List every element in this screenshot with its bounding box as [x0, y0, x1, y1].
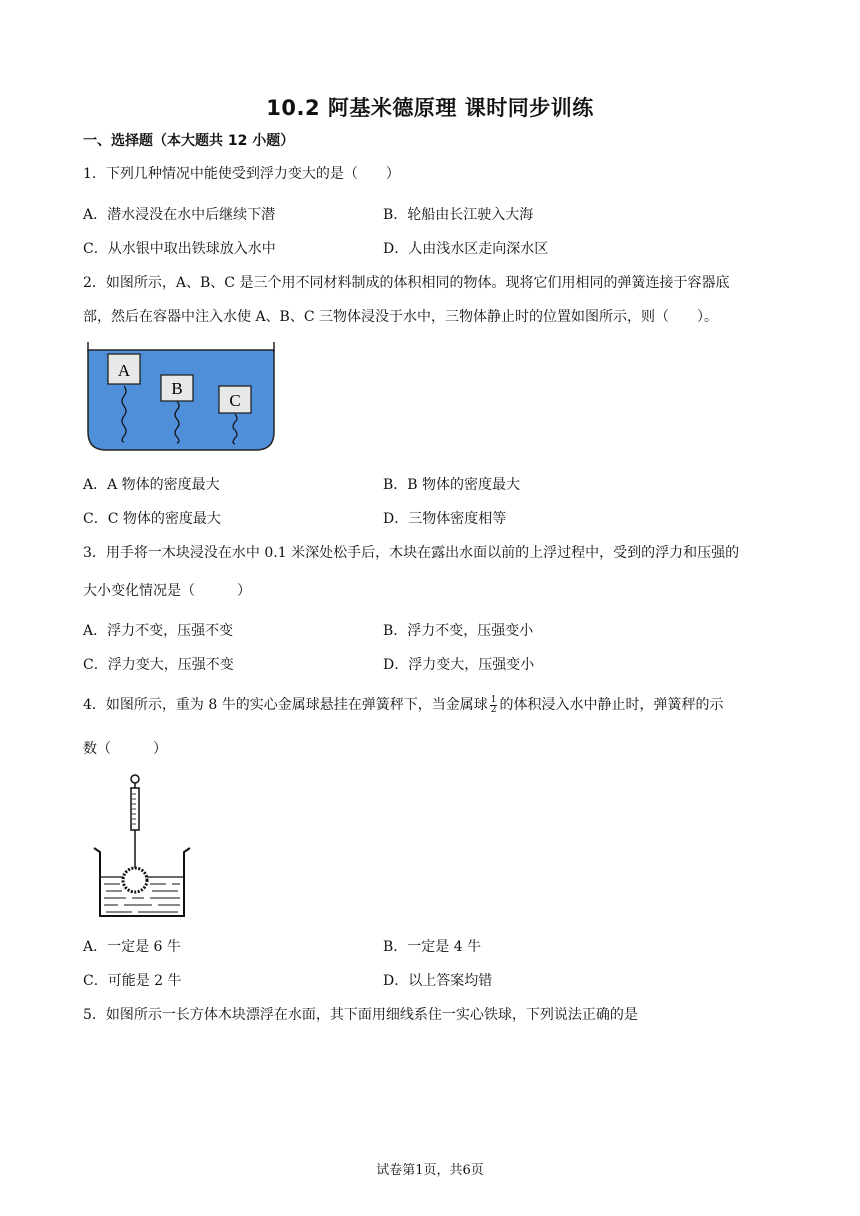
fraction-denominator: 2	[490, 704, 497, 715]
block-c-label: C	[229, 391, 241, 410]
q3-option-c: C．浮力变大，压强不变	[83, 657, 234, 673]
q1-option-b: B．轮船由长江驶入大海	[383, 207, 534, 223]
q1-option-a: A．潜水浸没在水中后继续下潜	[83, 207, 276, 223]
page-title: 10.2 阿基米德原理 课时同步训练	[266, 96, 594, 120]
q4-figure-spring-scale-beaker	[92, 772, 192, 922]
q2-option-a: A．A 物体的密度最大	[83, 477, 220, 493]
q2-figure-spring-container	[84, 340, 279, 455]
question-4-stem-line2: 数（ ）	[83, 741, 167, 757]
one-half-fraction	[490, 696, 498, 715]
scale-ring	[131, 775, 139, 783]
q3-option-a: A．浮力不变，压强不变	[83, 623, 234, 639]
q2-option-d: D．三物体密度相等	[383, 511, 507, 527]
question-2-stem-line1: 2．如图所示，A、B、C 是三个用不同材料制成的体积相同的物体。现将它们用相同的弹簧连接于容器底	[83, 275, 730, 291]
q4-stem-part2: 的体积浸入水中静止时，弹簧秤的示	[499, 697, 724, 713]
question-4-stem-line1	[83, 694, 723, 715]
q4-option-b: B．一定是 4 牛	[383, 939, 482, 955]
q4-stem-part1: 4．如图所示，重为 8 牛的实心金属球悬挂在弹簧秤下，当金属球	[83, 697, 488, 713]
q2-option-c: C．C 物体的密度最大	[83, 511, 221, 527]
block-b-label: B	[171, 379, 183, 398]
question-3-stem-line1: 3．用手将一木块浸没在水中 0.1 米深处松手后，木块在露出水面以前的上浮过程中，受到的浮力和压强的	[83, 545, 740, 561]
section-heading: 一、选择题（本大题共 12 小题）	[83, 133, 295, 149]
question-3-stem-line2: 大小变化情况是（ ）	[83, 583, 251, 599]
q3-option-d: D．浮力变大，压强变小	[383, 657, 535, 673]
page-footer: 试卷第1页，共6页	[376, 1163, 484, 1178]
q4-option-a: A．一定是 6 牛	[83, 939, 181, 955]
metal-ball	[123, 868, 147, 892]
q2-option-b: B．B 物体的密度最大	[383, 477, 521, 493]
block-a-label: A	[117, 361, 131, 380]
q3-option-b: B．浮力不变，压强变小	[383, 623, 534, 639]
q1-option-c: C．从水银中取出铁球放入水中	[83, 241, 276, 257]
question-5-stem: 5．如图所示一长方体木块漂浮在水面，其下面用细线系住一实心铁球，下列说法正确的是	[83, 1007, 638, 1023]
q4-option-c: C．可能是 2 牛	[83, 973, 182, 989]
q4-option-d: D．以上答案均错	[383, 973, 493, 989]
q1-option-d: D．人由浅水区走向深水区	[383, 241, 549, 257]
question-1-stem: 1．下列几种情况中能使受到浮力变大的是（ ）	[83, 166, 400, 182]
fraction-numerator: 1	[490, 694, 497, 705]
question-2-stem-line2: 部，然后在容器中注入水使 A、B、C 三物体浸没于水中，三物体静止时的位置如图所示，则（ ）。	[83, 309, 719, 325]
